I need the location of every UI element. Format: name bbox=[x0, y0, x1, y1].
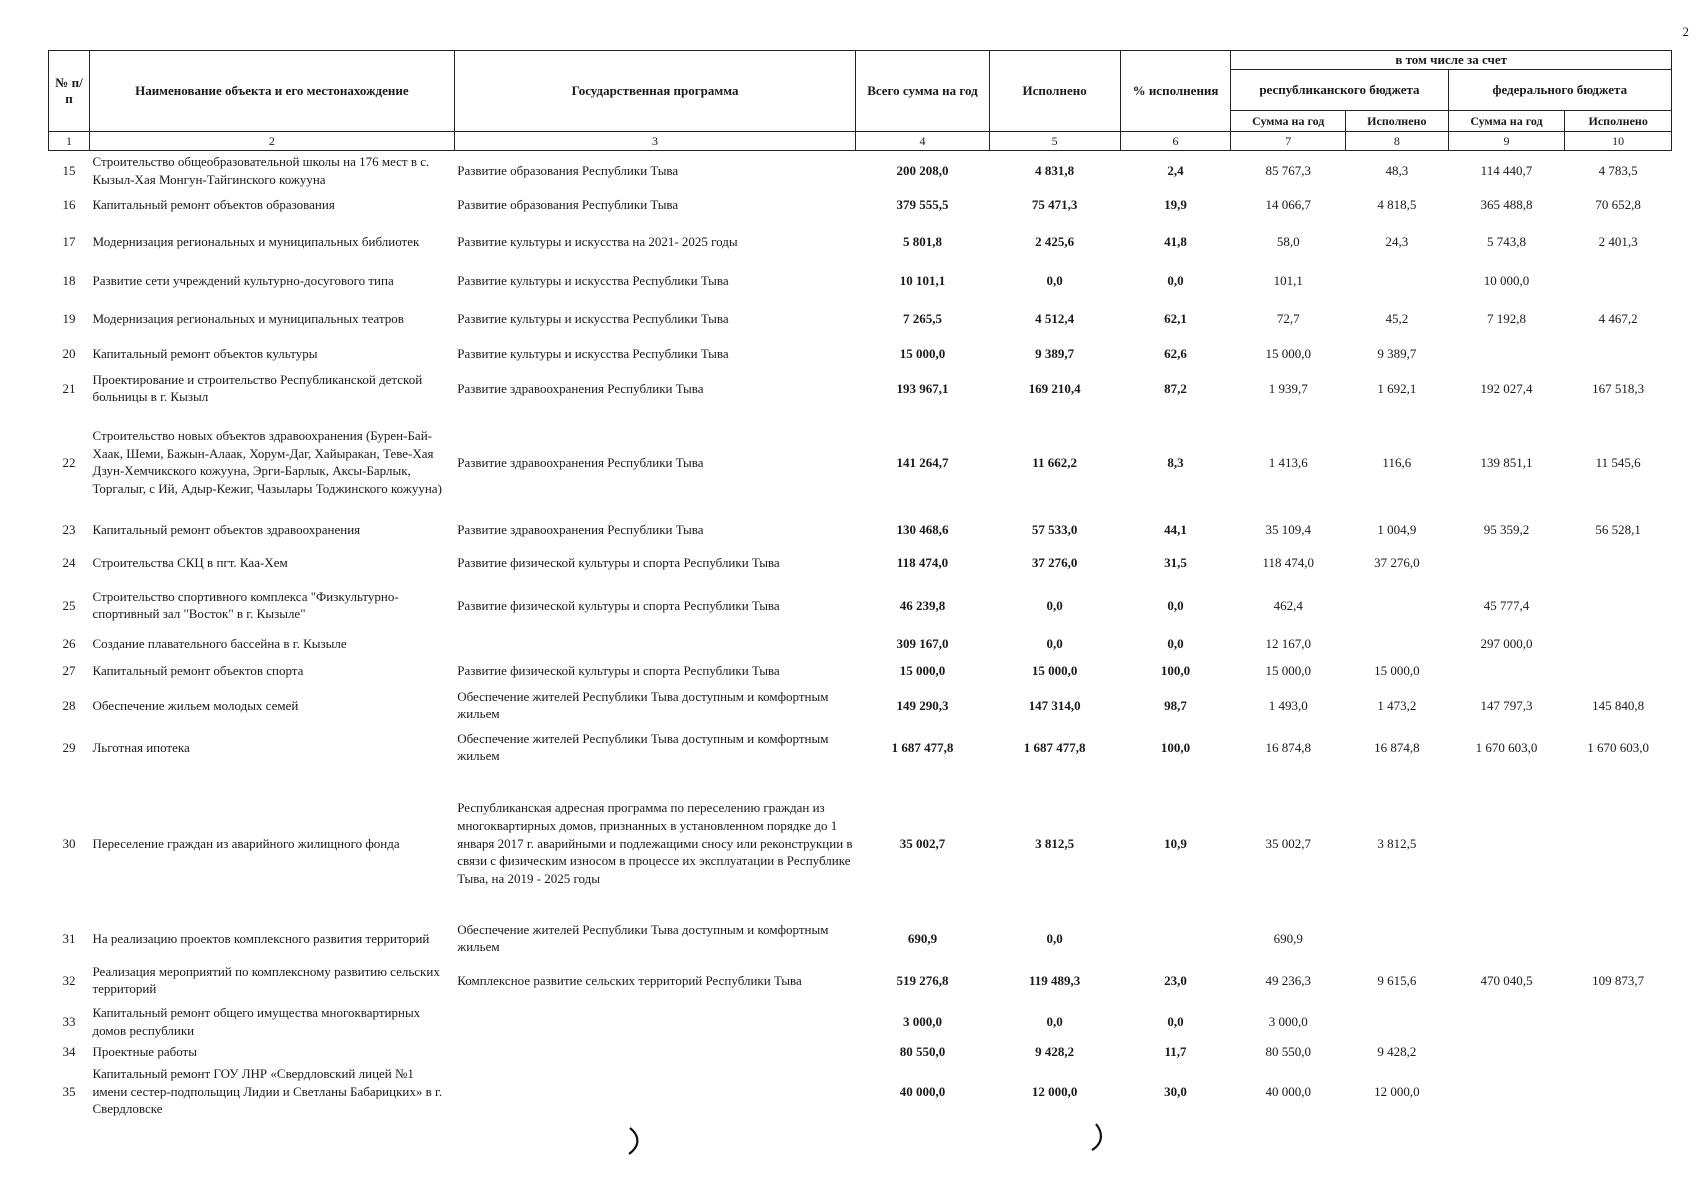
program-name: Развитие культуры и искусства Республики Тыва bbox=[457, 345, 729, 361]
execution-percent: 44,1 bbox=[1164, 521, 1187, 537]
program-name bbox=[454, 1063, 856, 1120]
table-row bbox=[49, 958, 1672, 1002]
republican-sum: 35 109,4 bbox=[1265, 521, 1311, 537]
column-index: 6 bbox=[1120, 132, 1231, 151]
total-amount: 379 555,5 bbox=[896, 196, 949, 212]
execution-percent bbox=[1120, 918, 1231, 958]
federal-sum bbox=[1448, 544, 1565, 580]
republican-executed: 9 428,2 bbox=[1377, 1044, 1417, 1060]
execution-percent: 98,7 bbox=[1164, 697, 1187, 713]
header-republican-budget: республиканского бюджета bbox=[1231, 70, 1448, 111]
executed-amount: 12 000,0 bbox=[1031, 1083, 1078, 1099]
program-name: Развитие физической культуры и спорта Республики Тыва bbox=[457, 662, 780, 678]
republican-sum: 85 767,3 bbox=[1265, 163, 1311, 179]
federal-executed: 11 545,6 bbox=[1595, 454, 1641, 470]
pen-mark-icon bbox=[1090, 1122, 1106, 1152]
header-percent: % исполнения bbox=[1120, 51, 1231, 132]
executed-amount: 11 662,2 bbox=[1032, 454, 1078, 470]
total-amount: 15 000,0 bbox=[899, 662, 946, 678]
federal-sum: 139 851,1 bbox=[1480, 454, 1533, 470]
executed-amount: 1 687 477,8 bbox=[1023, 739, 1086, 755]
table-row bbox=[49, 544, 1672, 580]
total-amount: 1 687 477,8 bbox=[891, 739, 954, 755]
republican-executed bbox=[1346, 630, 1448, 656]
total-amount: 35 002,7 bbox=[899, 835, 946, 851]
republican-executed: 9 615,6 bbox=[1377, 972, 1417, 988]
federal-executed bbox=[1565, 918, 1672, 958]
total-amount: 46 239,8 bbox=[899, 597, 946, 613]
column-index: 10 bbox=[1565, 132, 1672, 151]
republican-sum: 690,9 bbox=[1273, 930, 1303, 946]
republican-executed: 116,6 bbox=[1382, 454, 1412, 470]
executed-amount: 169 210,4 bbox=[1028, 380, 1081, 396]
object-name: Льготная ипотека bbox=[92, 739, 190, 755]
row-number: 35 bbox=[62, 1083, 76, 1099]
federal-executed bbox=[1565, 768, 1672, 918]
execution-percent: 23,0 bbox=[1164, 972, 1187, 988]
republican-sum: 118 474,0 bbox=[1262, 554, 1314, 570]
row-number: 16 bbox=[62, 196, 76, 212]
header-object-name: Наименование объекта и его местонахождение bbox=[89, 51, 454, 132]
federal-executed: 2 401,3 bbox=[1598, 233, 1638, 249]
program-name: Обеспечение жителей Республики Тыва доступным и комфортным жильем bbox=[457, 730, 829, 764]
object-name: На реализацию проектов комплексного развития территорий bbox=[92, 930, 430, 946]
executed-amount: 37 276,0 bbox=[1031, 554, 1078, 570]
republican-executed: 1 692,1 bbox=[1377, 380, 1417, 396]
total-amount: 3 000,0 bbox=[902, 1014, 942, 1030]
column-index: 3 bbox=[454, 132, 856, 151]
republican-executed: 24,3 bbox=[1385, 233, 1409, 249]
row-number: 25 bbox=[62, 597, 76, 613]
table-row bbox=[49, 366, 1672, 410]
program-name: Развитие физической культуры и спорта Республики Тыва bbox=[457, 554, 780, 570]
execution-percent: 0,0 bbox=[1167, 597, 1184, 613]
federal-executed bbox=[1565, 1041, 1672, 1063]
federal-executed bbox=[1565, 340, 1672, 366]
federal-executed: 145 840,8 bbox=[1592, 697, 1645, 713]
republican-sum: 1 413,6 bbox=[1268, 454, 1308, 470]
executed-amount: 119 489,3 bbox=[1028, 972, 1081, 988]
execution-percent: 30,0 bbox=[1164, 1083, 1187, 1099]
federal-sum: 147 797,3 bbox=[1480, 697, 1533, 713]
row-number: 34 bbox=[62, 1044, 76, 1060]
republican-sum: 35 002,7 bbox=[1265, 835, 1311, 851]
republican-executed bbox=[1346, 264, 1448, 296]
table-row bbox=[49, 580, 1672, 630]
program-name: Развитие здравоохранения Республики Тыва bbox=[457, 521, 704, 537]
federal-executed: 167 518,3 bbox=[1592, 380, 1645, 396]
republican-sum: 15 000,0 bbox=[1265, 345, 1311, 361]
program-name: Развитие культуры и искусства Республики Тыва bbox=[457, 310, 729, 326]
republican-sum: 1 939,7 bbox=[1268, 380, 1308, 396]
column-index: 2 bbox=[89, 132, 454, 151]
program-name: Развитие культуры и искусства на 2021- 2025 годы bbox=[457, 233, 738, 249]
program-name: Развитие физической культуры и спорта Республики Тыва bbox=[457, 597, 780, 613]
republican-sum: 462,4 bbox=[1273, 597, 1303, 613]
republican-executed: 1 473,2 bbox=[1377, 697, 1417, 713]
execution-percent: 10,9 bbox=[1164, 835, 1187, 851]
total-amount: 118 474,0 bbox=[896, 554, 949, 570]
execution-percent: 87,2 bbox=[1164, 380, 1187, 396]
republican-sum: 49 236,3 bbox=[1265, 972, 1311, 988]
header-done: Исполнено bbox=[989, 51, 1120, 132]
page-number: 2 bbox=[1682, 24, 1689, 39]
republican-executed: 4 818,5 bbox=[1377, 196, 1417, 212]
header-program: Государственная программа bbox=[454, 51, 856, 132]
program-name: Развитие образования Республики Тыва bbox=[457, 163, 679, 179]
republican-sum: 101,1 bbox=[1273, 272, 1303, 288]
total-amount: 519 276,8 bbox=[896, 972, 949, 988]
table-row bbox=[49, 684, 1672, 726]
table-row bbox=[49, 1063, 1672, 1120]
federal-sum: 114 440,7 bbox=[1480, 163, 1533, 179]
object-name: Развитие сети учреждений культурно-досугового типа bbox=[92, 272, 394, 288]
row-number: 22 bbox=[62, 454, 76, 470]
object-name: Строительство спортивного комплекса "Физкультурно-спортивный зал "Восток" в г. Кызыле" bbox=[92, 588, 399, 622]
executed-amount: 3 812,5 bbox=[1035, 835, 1075, 851]
object-name: Проектные работы bbox=[92, 1044, 197, 1060]
federal-sum: 365 488,8 bbox=[1480, 196, 1533, 212]
total-amount: 130 468,6 bbox=[896, 521, 949, 537]
object-name: Строительство общеобразовательной школы на 176 мест в с. Кызыл-Хая Монгун-Тайгинского кожууна bbox=[92, 154, 430, 187]
row-number: 15 bbox=[62, 163, 76, 179]
executed-amount: 0,0 bbox=[1046, 1014, 1063, 1030]
column-index: 7 bbox=[1231, 132, 1346, 151]
object-name: Капитальный ремонт объектов здравоохранения bbox=[92, 521, 361, 537]
federal-executed bbox=[1565, 580, 1672, 630]
executed-amount: 15 000,0 bbox=[1031, 662, 1078, 678]
execution-percent: 11,7 bbox=[1164, 1044, 1187, 1060]
federal-executed: 56 528,1 bbox=[1595, 521, 1641, 537]
republican-sum: 1 493,0 bbox=[1268, 697, 1308, 713]
table-row bbox=[49, 656, 1672, 684]
table-row bbox=[49, 264, 1672, 296]
row-number: 28 bbox=[62, 697, 76, 713]
table-row bbox=[49, 410, 1672, 514]
federal-sum bbox=[1448, 1002, 1565, 1041]
table-row bbox=[49, 768, 1672, 918]
execution-percent: 100,0 bbox=[1160, 662, 1191, 678]
table-row bbox=[49, 726, 1672, 768]
total-amount: 200 208,0 bbox=[896, 163, 949, 179]
total-amount: 690,9 bbox=[907, 930, 938, 946]
federal-executed: 4 783,5 bbox=[1598, 163, 1638, 179]
object-name: Модернизация региональных и муниципальных театров bbox=[92, 310, 404, 326]
total-amount: 149 290,3 bbox=[896, 697, 949, 713]
republican-executed: 9 389,7 bbox=[1377, 345, 1417, 361]
row-number: 31 bbox=[62, 930, 76, 946]
execution-percent: 0,0 bbox=[1167, 635, 1184, 651]
row-number: 26 bbox=[62, 635, 76, 651]
column-index: 4 bbox=[856, 132, 989, 151]
program-name: Развитие здравоохранения Республики Тыва bbox=[457, 380, 704, 396]
federal-executed bbox=[1565, 656, 1672, 684]
federal-sum: 10 000,0 bbox=[1483, 272, 1530, 288]
header-rep-done: Исполнено bbox=[1346, 111, 1448, 132]
execution-percent: 0,0 bbox=[1167, 272, 1184, 288]
executed-amount: 75 471,3 bbox=[1031, 196, 1078, 212]
execution-percent: 2,4 bbox=[1167, 163, 1184, 179]
row-number: 17 bbox=[62, 233, 76, 249]
republican-sum: 58,0 bbox=[1276, 233, 1300, 249]
republican-executed bbox=[1346, 580, 1448, 630]
object-name: Капитальный ремонт общего имущества многоквартирных домов республики bbox=[92, 1005, 421, 1038]
executed-amount: 147 314,0 bbox=[1028, 697, 1081, 713]
program-name: Развитие культуры и искусства Республики Тыва bbox=[457, 272, 729, 288]
program-name bbox=[454, 1041, 856, 1063]
program-name: Развитие образования Республики Тыва bbox=[457, 196, 679, 212]
column-index-row bbox=[49, 132, 1672, 151]
row-number: 23 bbox=[62, 521, 76, 537]
row-number: 21 bbox=[62, 380, 76, 396]
republican-sum: 3 000,0 bbox=[1268, 1014, 1308, 1030]
total-amount: 193 967,1 bbox=[896, 380, 949, 396]
federal-sum: 192 027,4 bbox=[1480, 380, 1533, 396]
execution-percent: 41,8 bbox=[1164, 233, 1187, 249]
executed-amount: 0,0 bbox=[1046, 930, 1063, 946]
program-name: Комплексное развитие сельских территорий Республики Тыва bbox=[457, 972, 802, 988]
republican-executed: 3 812,5 bbox=[1377, 835, 1417, 851]
object-name: Строительства СКЦ в пгт. Каа-Хем bbox=[92, 554, 288, 570]
execution-percent: 19,9 bbox=[1164, 196, 1187, 212]
header-fed-done: Исполнено bbox=[1565, 111, 1672, 132]
row-number: 32 bbox=[62, 972, 76, 988]
table-row bbox=[49, 190, 1672, 218]
header-federal-budget: федерального бюджета bbox=[1448, 70, 1671, 111]
executed-amount: 9 389,7 bbox=[1035, 345, 1075, 361]
program-name: Обеспечение жителей Республики Тыва доступным и комфортным жильем bbox=[457, 921, 829, 955]
federal-sum bbox=[1448, 656, 1565, 684]
object-name: Обеспечение жильем молодых семей bbox=[92, 697, 299, 713]
federal-sum: 470 040,5 bbox=[1480, 972, 1533, 988]
object-name: Строительство новых объектов здравоохранения (Бурен-Бай-Хаак, Шеми, Бажын-Алаак, Хорум-Даг, Хайыракан, Теве-Хая Дзун-Хемчикского кожууна, Эрги-Барлык, Аксы-Барлык, Торгалыг, с Ий, Адыр-Кежиг, Чазылары Тоджинского кожууна) bbox=[92, 428, 442, 496]
federal-executed bbox=[1565, 1002, 1672, 1041]
header-fed-sum: Сумма на год bbox=[1448, 111, 1565, 132]
total-amount: 10 101,1 bbox=[899, 272, 946, 288]
table-row bbox=[49, 514, 1672, 544]
table-header bbox=[49, 51, 1672, 151]
total-amount: 40 000,0 bbox=[899, 1083, 946, 1099]
object-name: Переселение граждан из аварийного жилищного фонда bbox=[92, 835, 400, 851]
object-name: Модернизация региональных и муниципальных библиотек bbox=[92, 233, 420, 249]
row-number: 19 bbox=[62, 310, 76, 326]
republican-sum: 80 550,0 bbox=[1265, 1044, 1311, 1060]
total-amount: 141 264,7 bbox=[896, 454, 949, 470]
republican-sum: 15 000,0 bbox=[1265, 662, 1311, 678]
republican-executed bbox=[1346, 918, 1448, 958]
federal-executed bbox=[1565, 1063, 1672, 1120]
program-name bbox=[454, 1002, 856, 1041]
total-amount: 7 265,5 bbox=[902, 310, 942, 326]
executed-amount: 57 533,0 bbox=[1031, 521, 1078, 537]
object-name: Капитальный ремонт объектов образования bbox=[92, 196, 335, 212]
total-amount: 80 550,0 bbox=[899, 1044, 946, 1060]
row-number: 18 bbox=[62, 272, 76, 288]
object-name: Капитальный ремонт ГОУ ЛНР «Свердловский лицей №1 имени сестер-подпольщиц Лидии и Светланы Бабарицких» в г. Свердловске bbox=[92, 1065, 443, 1117]
executed-amount: 2 425,6 bbox=[1035, 233, 1075, 249]
header-rep-sum: Сумма на год bbox=[1231, 111, 1346, 132]
column-index: 8 bbox=[1346, 132, 1448, 151]
total-amount: 5 801,8 bbox=[902, 233, 942, 249]
execution-percent: 100,0 bbox=[1160, 739, 1191, 755]
program-name bbox=[454, 630, 856, 656]
republican-executed: 15 000,0 bbox=[1374, 662, 1420, 678]
federal-sum: 95 359,2 bbox=[1483, 521, 1530, 537]
budget-execution-table bbox=[48, 50, 1672, 1120]
table-row bbox=[49, 1002, 1672, 1041]
executed-amount: 0,0 bbox=[1046, 272, 1063, 288]
federal-executed: 1 670 603,0 bbox=[1587, 739, 1650, 755]
republican-executed: 45,2 bbox=[1385, 310, 1409, 326]
republican-sum: 16 874,8 bbox=[1265, 739, 1311, 755]
program-name: Обеспечение жителей Республики Тыва доступным и комфортным жильем bbox=[457, 688, 829, 722]
execution-percent: 62,6 bbox=[1164, 345, 1187, 361]
object-name: Реализация мероприятий по комплексному развитию сельских территорий bbox=[92, 963, 440, 997]
republican-executed: 16 874,8 bbox=[1374, 739, 1420, 755]
program-name: Республиканская адресная программа по переселению граждан из многоквартирных домов, признанных в установленном порядке до 1 января 2017 г. аварийными и подлежащими сносу или реконструкции в связи с физическим износом в процессе их эксплуатации в Республике Тыва, на 2019 - 2025 годы bbox=[457, 800, 853, 886]
row-number: 29 bbox=[62, 739, 76, 755]
pen-mark-icon bbox=[626, 1126, 642, 1156]
republican-executed: 12 000,0 bbox=[1374, 1083, 1420, 1099]
federal-executed bbox=[1565, 264, 1672, 296]
federal-sum bbox=[1448, 1041, 1565, 1063]
row-number: 27 bbox=[62, 662, 76, 678]
header-total: Всего сумма на год bbox=[856, 51, 989, 132]
federal-sum bbox=[1448, 340, 1565, 366]
execution-percent: 8,3 bbox=[1167, 454, 1184, 470]
republican-sum: 12 167,0 bbox=[1265, 635, 1311, 651]
execution-percent: 31,5 bbox=[1164, 554, 1187, 570]
executed-amount: 9 428,2 bbox=[1035, 1044, 1075, 1060]
executed-amount: 0,0 bbox=[1046, 635, 1063, 651]
table-row bbox=[49, 296, 1672, 340]
federal-sum: 7 192,8 bbox=[1486, 310, 1526, 326]
republican-executed: 48,3 bbox=[1385, 163, 1409, 179]
federal-sum: 1 670 603,0 bbox=[1475, 739, 1538, 755]
total-amount: 15 000,0 bbox=[899, 345, 946, 361]
object-name: Капитальный ремонт объектов спорта bbox=[92, 662, 304, 678]
execution-percent: 0,0 bbox=[1167, 1014, 1184, 1030]
object-name: Капитальный ремонт объектов культуры bbox=[92, 345, 318, 361]
row-number: 20 bbox=[62, 345, 76, 361]
column-index: 9 bbox=[1448, 132, 1565, 151]
header-including: в том числе за счет bbox=[1231, 51, 1672, 70]
federal-executed: 70 652,8 bbox=[1595, 196, 1641, 212]
republican-sum: 40 000,0 bbox=[1265, 1083, 1311, 1099]
row-number: 33 bbox=[62, 1014, 76, 1030]
table-row bbox=[49, 340, 1672, 366]
federal-sum: 45 777,4 bbox=[1483, 597, 1530, 613]
execution-percent: 62,1 bbox=[1164, 310, 1187, 326]
federal-executed: 109 873,7 bbox=[1592, 972, 1645, 988]
table-row bbox=[49, 218, 1672, 264]
table-row bbox=[49, 1041, 1672, 1063]
republican-executed bbox=[1346, 1002, 1448, 1041]
row-number: 30 bbox=[62, 835, 76, 851]
header-number: № п/п bbox=[49, 51, 90, 132]
object-name: Проектирование и строительство Республиканской детской больницы в г. Кызыл bbox=[92, 371, 423, 405]
executed-amount: 4 831,8 bbox=[1035, 163, 1075, 179]
table-row bbox=[49, 918, 1672, 958]
row-number: 24 bbox=[62, 554, 76, 570]
column-index: 5 bbox=[989, 132, 1120, 151]
total-amount: 309 167,0 bbox=[896, 635, 949, 651]
republican-sum: 14 066,7 bbox=[1265, 196, 1311, 212]
republican-sum: 72,7 bbox=[1276, 310, 1300, 326]
federal-executed bbox=[1565, 544, 1672, 580]
federal-sum bbox=[1448, 1063, 1565, 1120]
federal-executed: 4 467,2 bbox=[1598, 310, 1638, 326]
executed-amount: 0,0 bbox=[1046, 597, 1063, 613]
executed-amount: 4 512,4 bbox=[1035, 310, 1075, 326]
federal-sum: 5 743,8 bbox=[1486, 233, 1526, 249]
program-name: Развитие здравоохранения Республики Тыва bbox=[457, 454, 704, 470]
table-row bbox=[49, 151, 1672, 191]
object-name: Создание плавательного бассейна в г. Кызыле bbox=[92, 635, 347, 651]
table-row bbox=[49, 630, 1672, 656]
federal-executed bbox=[1565, 630, 1672, 656]
federal-sum bbox=[1448, 918, 1565, 958]
federal-sum: 297 000,0 bbox=[1480, 635, 1533, 651]
federal-sum bbox=[1448, 768, 1565, 918]
column-index: 1 bbox=[49, 132, 90, 151]
table-body bbox=[49, 151, 1672, 1120]
republican-executed: 1 004,9 bbox=[1377, 521, 1417, 537]
republican-executed: 37 276,0 bbox=[1374, 554, 1420, 570]
